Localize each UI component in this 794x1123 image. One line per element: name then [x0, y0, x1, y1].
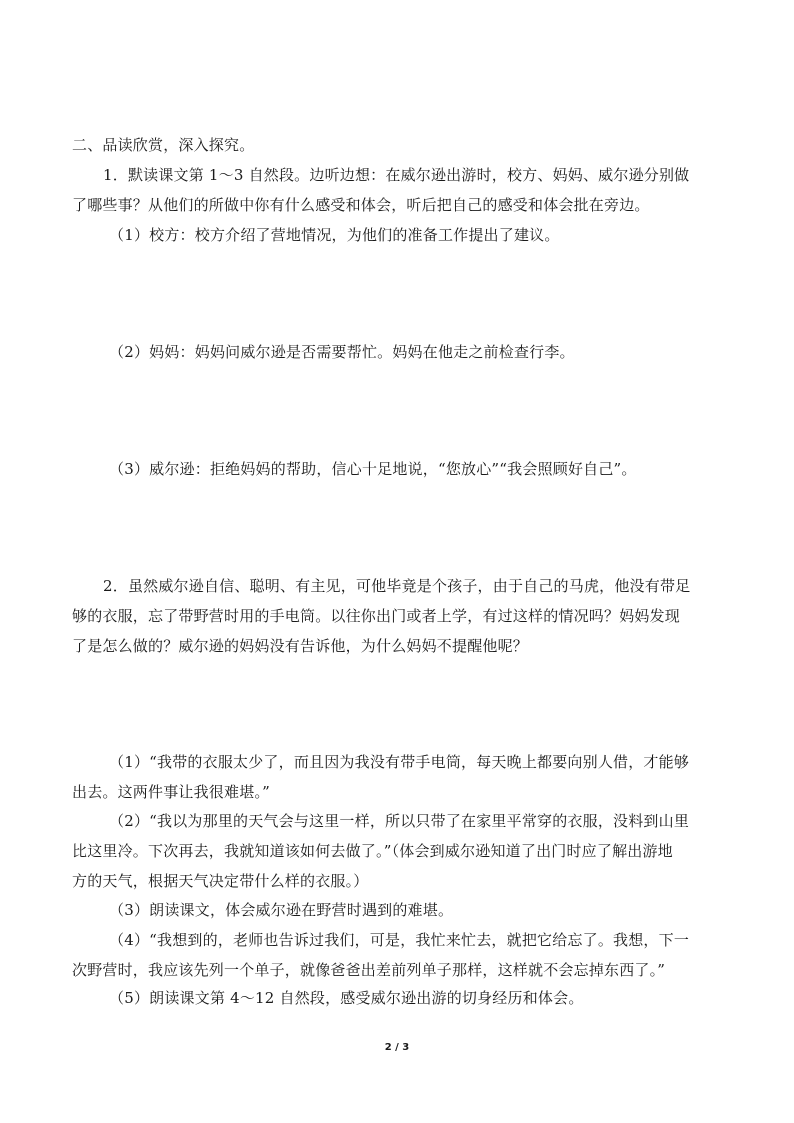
answer-4-line-2: 次野营时，我应该先列一个单子，就像爸爸出差前列单子那样，这样就不会忘掉东西了。” [72, 961, 666, 979]
answer-4-line-1: （4）“我想到的，老师也告诉过我们，可是，我忙来忙去，就把它给忘了。我想，下一 [109, 931, 690, 949]
question-1-line-1: 1．默读课文第 1～3 自然段。边听边想：在威尔逊出游时，校方、妈妈、威尔逊分别做 [103, 166, 690, 184]
question-2-line-3: 了是怎么做的？威尔逊的妈妈没有告诉他，为什么妈妈不提醒他呢？ [72, 637, 529, 655]
answer-3: （3）朗读课文，体会威尔逊在野营时遇到的难堪。 [109, 901, 454, 919]
section-heading: 二、品读欣赏，深入探究。 [72, 136, 255, 154]
question-1-item-1: （1）校方：校方介绍了营地情况，为他们的准备工作提出了建议。 [109, 226, 560, 244]
question-2-line-1: 2．虽然威尔逊自信、聪明、有主见，可他毕竟是个孩子，由于自己的马虎，他没有带足 [103, 577, 691, 595]
answer-2-line-1: （2）“我以为那里的天气会与这里一样，所以只带了在家里平常穿的衣服，没料到山里 [109, 812, 690, 830]
page-number: 2 / 3 [384, 1042, 410, 1053]
question-1-item-3: （3）威尔逊：拒绝妈妈的帮助，信心十足地说，“您放心”“我会照顾好自己”。 [109, 460, 637, 478]
question-1-line-2: 了哪些事？从他们的所做中你有什么感受和体会，听后把自己的感受和体会批在旁边。 [72, 196, 650, 214]
answer-5: （5）朗读课文第 4～12 自然段，感受威尔逊出游的切身经历和体会。 [109, 989, 584, 1007]
answer-2-line-3: 方的天气，根据天气决定带什么样的衣服。） [72, 872, 369, 890]
answer-1-line-1: （1）“我带的衣服太少了，而且因为我没有带手电筒，每天晚上都要向别人借，才能够 [109, 753, 690, 771]
question-1-item-2: （2）妈妈：妈妈问威尔逊是否需要帮忙。妈妈在他走之前检查行李。 [109, 343, 575, 361]
answer-2-line-2: 比这里冷。下次再去，我就知道该如何去做了。”（体会到威尔逊知道了出门时应了解出游地 [72, 842, 673, 860]
question-2-line-2: 够的衣服，忘了带野营时用的手电筒。以往你出门或者上学，有过这样的情况吗？妈妈发现 [72, 607, 681, 625]
answer-1-line-2: 出去。这两件事让我很难堪。” [72, 783, 270, 801]
